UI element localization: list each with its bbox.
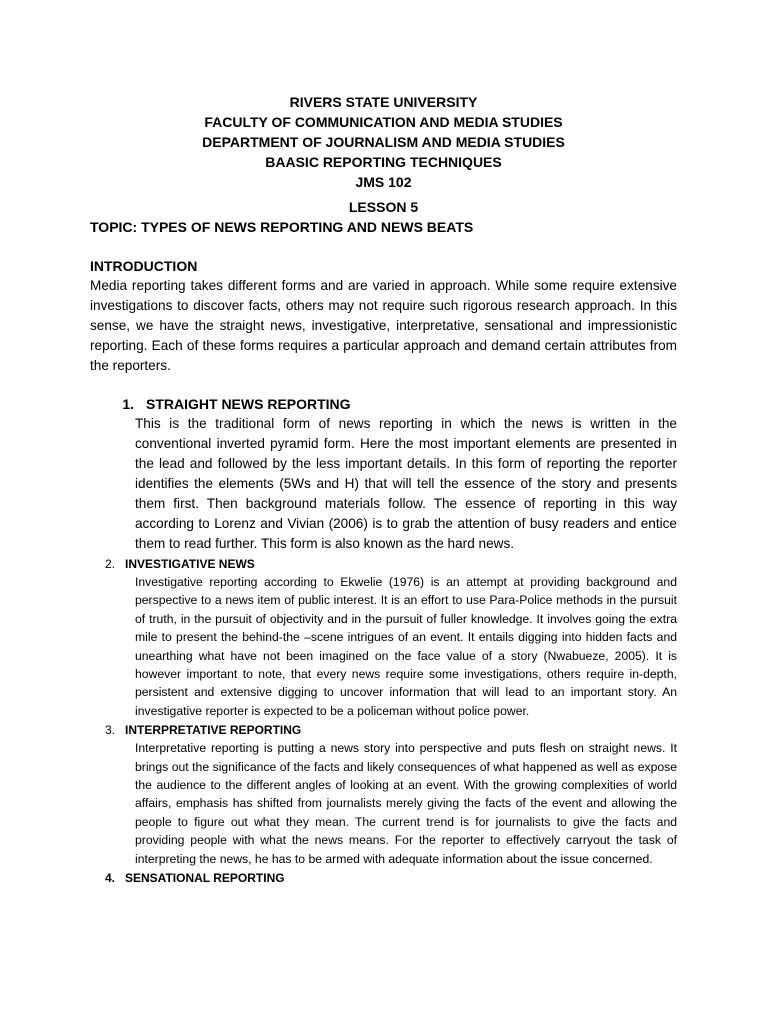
section-title: STRAIGHT NEWS REPORTING: [146, 396, 351, 412]
section-heading: [90, 555, 677, 573]
section-interpretative-reporting: [90, 721, 677, 868]
section-paragraph: Investigative reporting according to Ekwelie (1976) is an attempt at providing background and perspective to a news item of public interest. It is an effort to use Para-Police methods in the pursuit of truth, in the pursuit of objectivity and in the pursuit of fuller knowledge. It involves going the extra mile to present the behind-the –scene intrigues of an event. It entails digging into hidden facts and unearthing what have not been imagined on the face value of a story (Nwabueze, 2005). It is however important to note, that every news require some investigations, others require in-depth, persistent and extensive digging to uncover information that will lead to an important story. An investigative reporter is expected to be a policeman without police power.: [135, 575, 677, 718]
section-heading: [90, 394, 677, 414]
section-number: 4.: [104, 871, 115, 886]
section-paragraph: This is the traditional form of news reporting in which the news is written in the conventional inverted pyramid form. Here the most important elements are presented in the lead and followed by the less important details. In this form of reporting the reporter identifies the elements (5Ws and H) that will tell the essence of the story and presents them first. Then background materials follow. The essence of reporting in this way according to Lorenz and Vivian (2006) is to grab the attention of busy readers and entice them to read further. This form is also known as the hard news.: [135, 416, 677, 551]
course-title: BAASIC REPORTING TECHNIQUES: [265, 154, 502, 170]
university-name: RIVERS STATE UNIVERSITY: [289, 94, 478, 110]
section-sensational-reporting: [90, 869, 677, 887]
section-heading: [90, 869, 677, 887]
section-heading: [90, 721, 677, 739]
document-page: [90, 92, 677, 887]
introduction-heading: INTRODUCTION: [90, 258, 198, 274]
introduction-paragraph: Media reporting takes different forms and are varied in approach. While some require extensive investigations to discover facts, others may not require such rigorous research approach. In this sense, we have the straight news, investigative, interpretative, sensational and impressionistic reporting. Each of these forms requires a particular approach and demand certain attributes from the reporters.: [90, 278, 677, 373]
document-header: [90, 92, 677, 217]
section-number: 3.: [104, 723, 115, 738]
topic-heading: TOPIC: TYPES OF NEWS REPORTING AND NEWS BEATS: [90, 219, 474, 235]
section-title: SENSATIONAL REPORTING: [125, 871, 285, 886]
section-number: 2.: [104, 557, 115, 571]
faculty-name: FACULTY OF COMMUNICATION AND MEDIA STUDIES: [204, 114, 563, 130]
course-code: JMS 102: [355, 174, 412, 190]
section-number: 1.: [122, 396, 134, 412]
section-title: INTERPRETATIVE REPORTING: [125, 723, 302, 738]
section-straight-news: [90, 394, 677, 554]
section-paragraph: Interpretative reporting is putting a news story into perspective and puts flesh on straight news. It brings out the significance of the facts and likely consequences of what happened as well as expose the audience to the different angles of looking at an event. With the growing complexities of world affairs, emphasis has shifted from journalists merely giving the facts of the event and allowing the people to figure out what they mean. The current trend is for journalists to give the facts and providing people with what the news means. For the reporter to effectively carryout the task of interpreting the news, he has to be armed with adequate information about the issue concerned.: [135, 741, 677, 866]
section-investigative-news: [90, 555, 677, 720]
lesson-number: LESSON 5: [348, 199, 419, 215]
section-title: INVESTIGATIVE NEWS: [125, 557, 255, 571]
department-name: DEPARTMENT OF JOURNALISM AND MEDIA STUDIES: [202, 134, 565, 150]
